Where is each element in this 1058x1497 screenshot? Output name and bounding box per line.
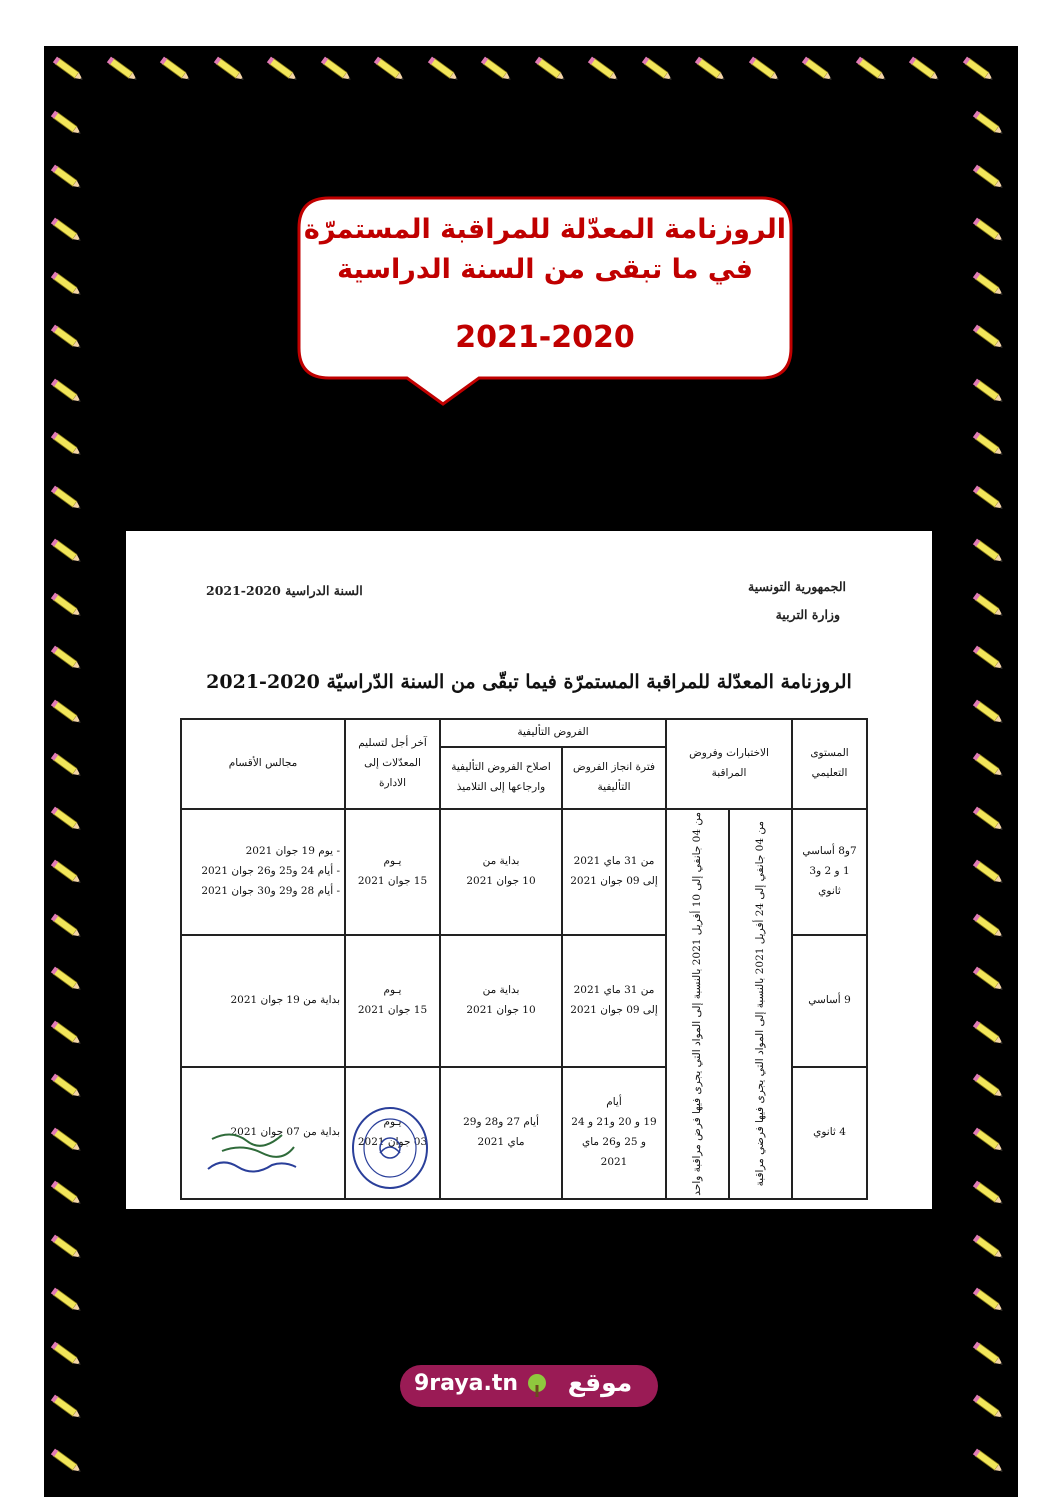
header-councils: مجالس الأقسام [181,719,345,809]
pencil-icon [970,217,1010,247]
pencil-icon [48,1127,88,1157]
pencil-icon [48,752,88,782]
pencil-icon [970,1394,1010,1424]
pencil-icon [50,56,90,86]
pencil-icon [48,324,88,354]
header-deadline: آخر أجل لتسليم المعدّلات إلى الادارة [345,719,440,809]
pencil-icon [970,645,1010,675]
pencil-icon [48,1020,88,1050]
tests-one-exam-text: من 04 جانفي إلى 10 أفريل 2021 بالنسبة إلى المواد التي يجرى فيها فرض مراقبة واحد [690,812,703,1196]
tests-one-exam-cell [666,809,729,1199]
pencil-icon [157,56,197,86]
pencil-icon [48,1287,88,1317]
pencil-icon [48,485,88,515]
site-logo[interactable] [400,1365,658,1407]
pencil-icon [970,1020,1010,1050]
pencil-icon [48,1448,88,1478]
row2-level: 9 أساسي [792,935,867,1067]
pencil-icon [318,56,358,86]
pencil-icon [799,56,839,86]
row1-period: من 31 ماي 2021 إلى 09 جوان 2021 [562,809,666,935]
pencil-icon [970,324,1010,354]
pencil-icon [970,1234,1010,1264]
pencil-icon [970,752,1010,782]
tests-two-exams-cell [729,809,792,1199]
row3-deadline: يـوم 03 جوان 2021 [345,1067,440,1199]
pencil-icon [48,1073,88,1103]
pencil-icon [970,1341,1010,1371]
table-row [181,809,867,935]
callout-title-line2: في ما تبقى من السنة الدراسية [337,254,753,285]
row1-councils: - يوم 19 جوان 2021 - أيام 24 و25 و26 جوان 2021 - أيام 28 و29 و30 جوان 2021 [181,809,345,935]
header-synthesis-correction: اصلاح الفروض التأليفية وارجاعها إلى التلاميذ [440,747,562,809]
school-year-header: السنة الدراسية 2020-2021 [206,583,363,598]
tree-icon [524,1373,550,1399]
signature-icon [202,1121,302,1181]
pencil-icon [970,538,1010,568]
pencil-icon [48,271,88,301]
callout-year: 2021-2020 [455,320,635,355]
scanned-document [126,531,932,1209]
pencil-icon [48,645,88,675]
row3-level: 4 ثانوي [792,1067,867,1199]
pencil-icon [970,271,1010,301]
pencil-icon [970,699,1010,729]
pencil-icon [48,164,88,194]
pencil-icon [970,859,1010,889]
document-title: الروزنامة المعدّلة للمراقبة المستمرّة فيما تبقّى من السنة الدّراسيّة 2020-2021 [206,671,852,693]
header-tests: الاختبارات وفروض المراقبة [666,719,792,809]
pencil-icon [48,859,88,889]
pencil-icon [960,56,1000,86]
pencil-icon [970,1287,1010,1317]
pencil-icon [970,1180,1010,1210]
pencil-icon [211,56,251,86]
row2-councils: بداية من 19 جوان 2021 [181,935,345,1067]
ministry-header: وزارة التربية [775,607,840,622]
republic-header: الجمهورية التونسية [748,579,846,594]
pencil-icon [48,1341,88,1371]
pencil-icon [48,110,88,140]
row3-councils: بداية من 07 جوان 2021 [181,1067,345,1199]
row1-correction: بداية من 10 جوان 2021 [440,809,562,935]
pencil-icon [532,56,572,86]
row1-level: 7و8 أساسي 1 و 2 و3 ثانوي [792,809,867,935]
pencil-icon [970,1448,1010,1478]
pencil-icon [48,806,88,836]
tests-two-exams-text: من 04 جانفي إلى 24 أفريل 2021 بالنسبة إلى المواد التي يجرى فيها فرضي مراقبة [753,821,766,1187]
pencil-icon [264,56,304,86]
pencil-icon [48,592,88,622]
pencil-icon [970,966,1010,996]
pencil-icon [692,56,732,86]
callout-title-line1: الروزنامة المعدّلة للمراقبة المستمرّة [303,214,787,245]
pencil-icon [48,431,88,461]
pencil-icon [970,1127,1010,1157]
pencil-icon [425,56,465,86]
pencil-icon [585,56,625,86]
header-synthesis-period: فترة انجاز الفروض التأليفية [562,747,666,809]
pencil-icon [853,56,893,86]
pencil-icon [970,485,1010,515]
pencil-icon [970,913,1010,943]
header-level: المستوى التعليمي [792,719,867,809]
pencil-icon [48,699,88,729]
pencil-icon [371,56,411,86]
pencil-icon [746,56,786,86]
header-synthesis: الفروض التأليفية [440,719,666,747]
pencil-icon [48,913,88,943]
pencil-icon [48,966,88,996]
row2-correction: بداية من 10 جوان 2021 [440,935,562,1067]
pencil-icon [970,164,1010,194]
site-name: 9raya.tn [414,1371,519,1396]
row1-deadline: يـوم 15 جوان 2021 [345,809,440,935]
pencil-icon [970,592,1010,622]
pencil-icon [970,806,1010,836]
row3-period: أيام 19 و 20 و21 و 24 و 25 و26 ماي 2021 [562,1067,666,1199]
pencil-icon [48,1180,88,1210]
row2-period: من 31 ماي 2021 إلى 09 جوان 2021 [562,935,666,1067]
pencil-icon [48,217,88,247]
pencil-icon [970,1073,1010,1103]
pencil-icon [970,378,1010,408]
title-callout [297,196,793,380]
pencil-icon [970,431,1010,461]
pencil-icon [104,56,144,86]
site-word: موقع [567,1368,633,1397]
pencil-icon [48,378,88,408]
pencil-icon [970,110,1010,140]
pencil-icon [478,56,518,86]
pencil-icon [639,56,679,86]
pencil-icon [48,1394,88,1424]
pencil-icon [906,56,946,86]
row2-deadline: يـوم 15 جوان 2021 [345,935,440,1067]
pencil-icon [48,538,88,568]
row3-correction: أيام 27 و28 و29 ماي 2021 [440,1067,562,1199]
pencil-icon [48,1234,88,1264]
ministry-seal-icon [350,1105,430,1191]
